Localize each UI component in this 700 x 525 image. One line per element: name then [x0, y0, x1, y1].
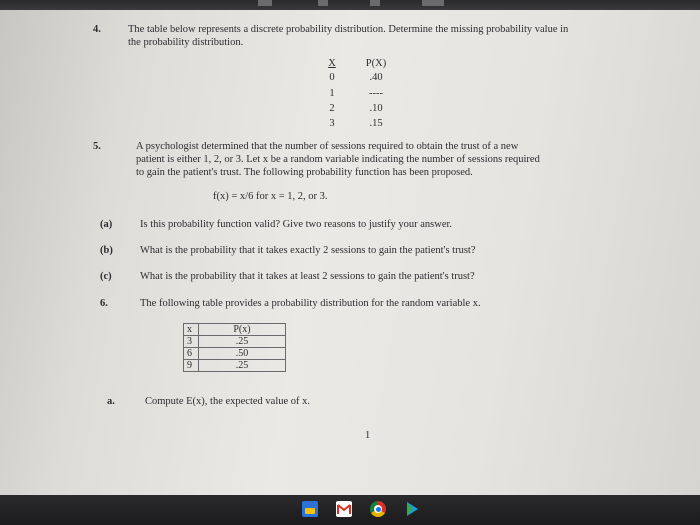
- question-4-number: 4.: [93, 24, 101, 35]
- part-text: What is the probability that it takes at least 2 sessions to gain the patient's trust?: [140, 271, 475, 282]
- q4-row-p: ----: [369, 88, 383, 99]
- question-6-number: 6.: [100, 298, 108, 309]
- q4-row-p: .10: [369, 103, 383, 114]
- gmail-icon[interactable]: [336, 501, 352, 517]
- chrome-icon[interactable]: [370, 501, 386, 517]
- q6-cell-x: 9: [184, 360, 199, 372]
- q4-table-header-p: P(X): [365, 58, 387, 69]
- q4-row-p: .40: [369, 72, 383, 83]
- question-4-line-1: The table below represents a discrete probability distribution. Determine the missing probability value in: [128, 24, 569, 35]
- q4-row-x: 3: [329, 118, 335, 129]
- table-header-row: [184, 324, 286, 336]
- document-page: [0, 10, 700, 495]
- table-row: [184, 360, 286, 372]
- part-label: (b): [100, 245, 113, 256]
- q6-cell-x: 6: [184, 348, 199, 360]
- table-row: [184, 348, 286, 360]
- question-6-part-a-text: Compute E(x), the expected value of x.: [145, 396, 311, 407]
- taskbar: [0, 495, 700, 525]
- q6-cell-p: .25: [199, 360, 286, 372]
- window-top-edge: [0, 0, 700, 10]
- question-5-line-3: to gain the patient's trust. The following probability function has been proposed.: [136, 167, 473, 178]
- question-5-line-2: patient is either 1, 2, or 3. Let x be a random variable indicating the number of sessions required: [136, 154, 540, 165]
- q4-table-header-x: X: [328, 58, 336, 69]
- q4-row-x: 0: [329, 72, 335, 83]
- q4-row-p: .15: [369, 118, 383, 129]
- q6-distribution-table: [183, 323, 286, 372]
- part-label: (c): [100, 271, 112, 282]
- q4-row-x: 2: [329, 103, 335, 114]
- part-label: (a): [100, 219, 113, 230]
- table-row: [184, 336, 286, 348]
- q6-cell-p: .25: [199, 336, 286, 348]
- question-6-text: The following table provides a probability distribution for the random variable x.: [140, 298, 481, 309]
- q6-header-p: P(x): [199, 324, 286, 336]
- question-5-number: 5.: [93, 141, 101, 152]
- q4-row-x: 1: [329, 88, 335, 99]
- q6-header-x: x: [184, 324, 199, 336]
- page-number: 1: [365, 430, 371, 441]
- probability-function-formula: f(x) = x/6 for x = 1, 2, or 3.: [213, 191, 328, 202]
- part-text: What is the probability that it takes exactly 2 sessions to gain the patient's trust?: [140, 245, 476, 256]
- play-store-icon[interactable]: [404, 501, 420, 517]
- question-4-line-2: the probability distribution.: [128, 37, 244, 48]
- q6-cell-p: .50: [199, 348, 286, 360]
- files-icon[interactable]: [302, 501, 318, 517]
- part-text: Is this probability function valid? Give two reasons to justify your answer.: [140, 219, 453, 230]
- q6-cell-x: 3: [184, 336, 199, 348]
- question-6-part-a-label: a.: [107, 396, 115, 407]
- question-5-line-1: A psychologist determined that the number of sessions required to obtain the trust of a new: [136, 141, 519, 152]
